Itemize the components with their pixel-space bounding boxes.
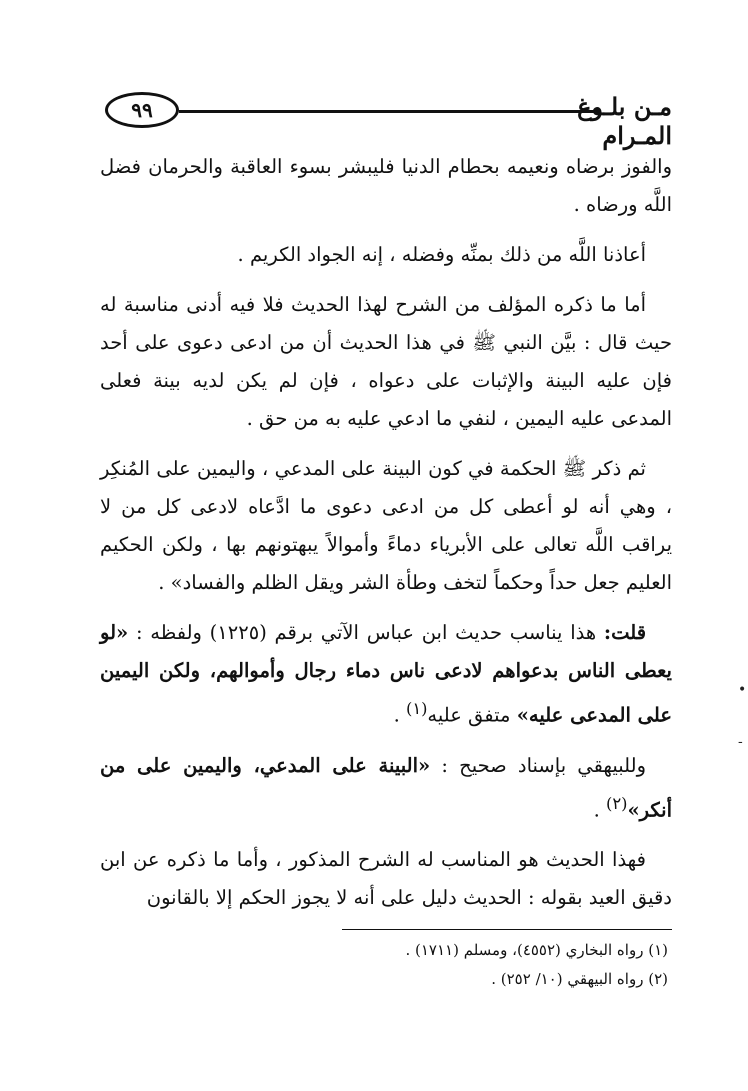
punctuation: . (393, 703, 406, 727)
paragraph-text: وللبيهقي بإسناد صحيح : (441, 753, 646, 777)
hadith-quote: «البينة على المدعي، واليمين على من أنكر» (100, 753, 672, 821)
running-title: مـن بلـوغ المـرام (577, 92, 672, 150)
punctuation: . (593, 798, 607, 821)
page-header (105, 92, 672, 150)
paragraph: والفوز برضاه ونعيمه بحطام الدنيا فليبشر بسوء العاقبة والحرمان فضل اللَّه ورضاه . (100, 155, 672, 216)
footnotes (108, 936, 668, 994)
hadith-grade: متفق عليه (427, 703, 511, 727)
footnote-ref: (١) (405, 699, 428, 718)
footnote-ref: (٢) (606, 793, 628, 813)
margin-mark: • (738, 682, 747, 698)
paragraph: أعاذنا اللَّه من ذلك بمنِّه وفضله ، إنه الجواد الكريم . (237, 243, 646, 266)
paragraph-text: هذا يناسب حديث ابن عباس الآتي برقم (١٢٢٥) ولفظه : (135, 621, 597, 644)
page-number: ٩٩ (105, 92, 179, 128)
qultu-label: قلت: (603, 621, 647, 644)
footnote: (٢) رواه البيهقي (١٠/ ٢٥٢) . (491, 970, 668, 988)
paragraph: ثم ذكر ﷺ الحكمة في كون البينة على المدعي ، واليمين على المُنكِر ، وهي أنه لو أعطى كل من ادعى دعوى ما ادَّعاه لادعى كل من لا يراقب اللَّه تعالى على الأبرياء دماءً وأموالاً يبهتونهم بها ، ولكن الحكيم العليم جعل حداً وحكماً لتخف وطأة الشر ويقل الظلم والفساد» . (100, 457, 672, 594)
main-text (100, 148, 672, 929)
paragraph (100, 614, 672, 735)
footnote: (١) رواه البخاري (٤٥٥٢)، ومسلم (١٧١١) . (405, 941, 668, 959)
paragraph: فهذا الحديث هو المناسب له الشرح المذكور ، وأما ما ذكره عن ابن دقيق العيد بقوله : الحديث دليل على أنه لا يجوز الحكم إلا بالقانون (100, 848, 672, 909)
paragraph: أما ما ذكره المؤلف من الشرح لهذا الحديث فلا فيه أدنى مناسبة له حيث قال : بيَّن النبي ﷺ في هذا الحديث أن من ادعى دعوى على أحد فإن عليه البينة والإثبات على دعواه ، فإن لم يكن لديه بينة فعلى المدعى عليه اليمين ، لنفي ما ادعي عليه به من حق . (100, 293, 672, 430)
paragraph (100, 747, 672, 830)
footnote-rule (342, 929, 672, 930)
hadith-quote: «لو يعطى الناس بدعواهم لادعى ناس دماء رجال وأموالهم، ولكن اليمين على المدعى عليه» (100, 621, 672, 727)
margin-mark: - (738, 734, 743, 750)
